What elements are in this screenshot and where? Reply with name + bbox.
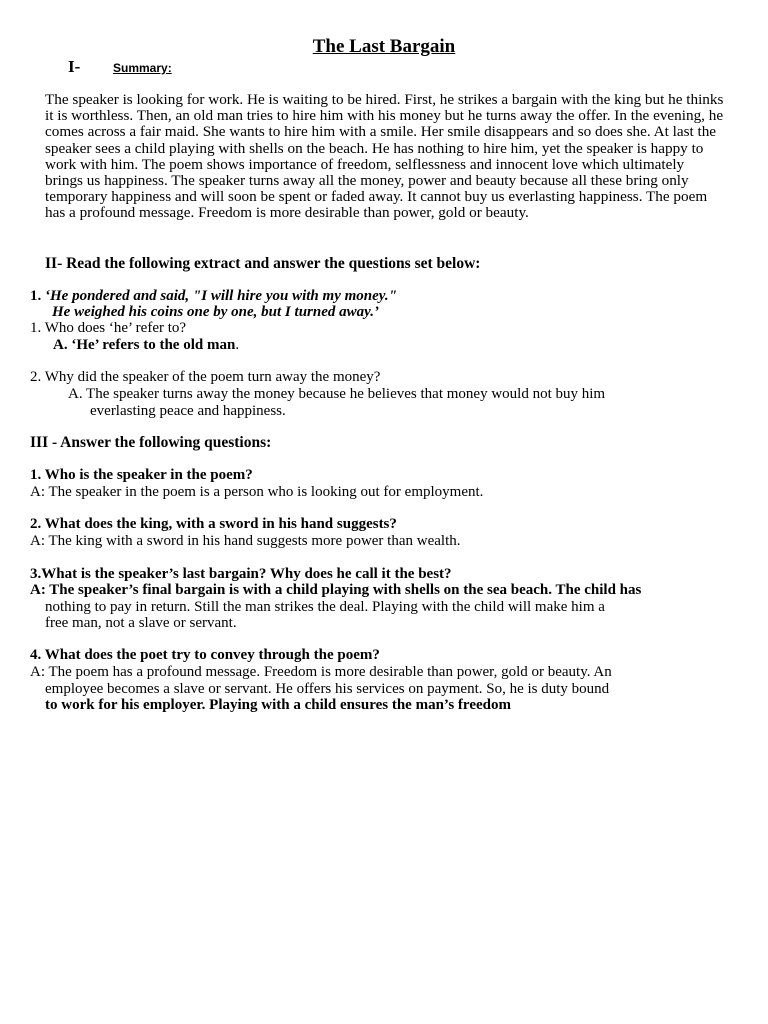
extract-answer-2-line1: A. The speaker turns away the money because he believes that money would not buy him [68, 386, 606, 402]
answer-4-line1: A: The poem has a profound message. Freedom is more desirable than power, gold or beauty. An [30, 664, 612, 680]
summary-paragraph: The speaker is looking for work. He is waiting to be hired. First, he strikes a bargain with the king but he thinks it is worthless. Then, an old man tries to hire him with his money but he turns away the offer. In the evening, he comes across a fair maid. She wants to hire him with a smile. Her smile disappears and so does she. At last the speaker sees a child playing with shells on the beach. He has nothing to hire him, yet the speaker is happy to work with him. The poem shows importance of freedom, selflessness and innocent love which ultimately brings us happiness. The speaker turns away all the money, power and beauty because all these bring only temporary happiness and will soon be spent or faded away. It cannot buy us everlasting happiness. The poem has a profound message. Freedom is more desirable than power, gold or beauty. [45, 91, 724, 222]
answer-4-line2: employee becomes a slave or servant. He offers his services on payment. So, he is duty bound [45, 680, 610, 697]
extract-answer-2-line2: everlasting peace and happiness. [90, 402, 286, 419]
section2-heading: II- Read the following extract and answer the questions set below: [45, 255, 481, 272]
question-2: 2. What does the king, with a sword in his hand suggests? [30, 516, 397, 532]
extract-number: 1. [30, 288, 42, 304]
extract-answer-1-text: A. ‘He’ refers to the old man [53, 337, 236, 353]
section1-label: Summary: [113, 61, 172, 75]
extract-answer-1 [53, 337, 239, 354]
extract-answer-1-end: . [235, 337, 240, 353]
section1-numeral: I- [68, 57, 81, 76]
question-4: 4. What does the poet try to convey through the poem? [30, 647, 380, 663]
answer-2: A: The king with a sword in his hand suggests more power than wealth. [30, 533, 461, 549]
answer-3-line2: nothing to pay in return. Still the man strikes the deal. Playing with the child will make him a [45, 598, 605, 615]
answer-3-prefix: A: [30, 582, 46, 598]
answer-4-line3: to work for his employer. Playing with a child ensures the man’s freedom [45, 697, 511, 713]
extract-answer-2 [68, 386, 708, 419]
answer-3-line1: The speaker’s final bargain is with a child playing with shells on the sea beach. The child has [45, 582, 642, 598]
question-3: 3.What is the speaker’s last bargain? Why does he call it the best? [30, 566, 452, 582]
answer-3-line3: free man, not a slave or servant. [45, 615, 237, 631]
extract-line-1 [30, 288, 397, 305]
extract-text-1: ‘He pondered and said, "I will hire you with my money." [45, 288, 397, 304]
extract-text-2a: He weighed his coins [52, 304, 184, 320]
document-title: The Last Bargain [312, 36, 456, 57]
extract-question-2: 2. Why did the speaker of the poem turn away the money? [30, 369, 381, 385]
extract-line-2 [52, 304, 379, 321]
extract-text-2b: one by one, but I turned away.’ [187, 304, 379, 320]
extract-question-1: 1. Who does ‘he’ refer to? [30, 320, 187, 336]
answer-3 [30, 582, 720, 632]
question-1: 1. Who is the speaker in the poem? [30, 467, 253, 483]
section3-heading: III - Answer the following questions: [30, 434, 272, 451]
answer-4 [30, 664, 720, 714]
answer-1: A: The speaker in the poem is a person who is looking out for employment. [30, 484, 484, 500]
